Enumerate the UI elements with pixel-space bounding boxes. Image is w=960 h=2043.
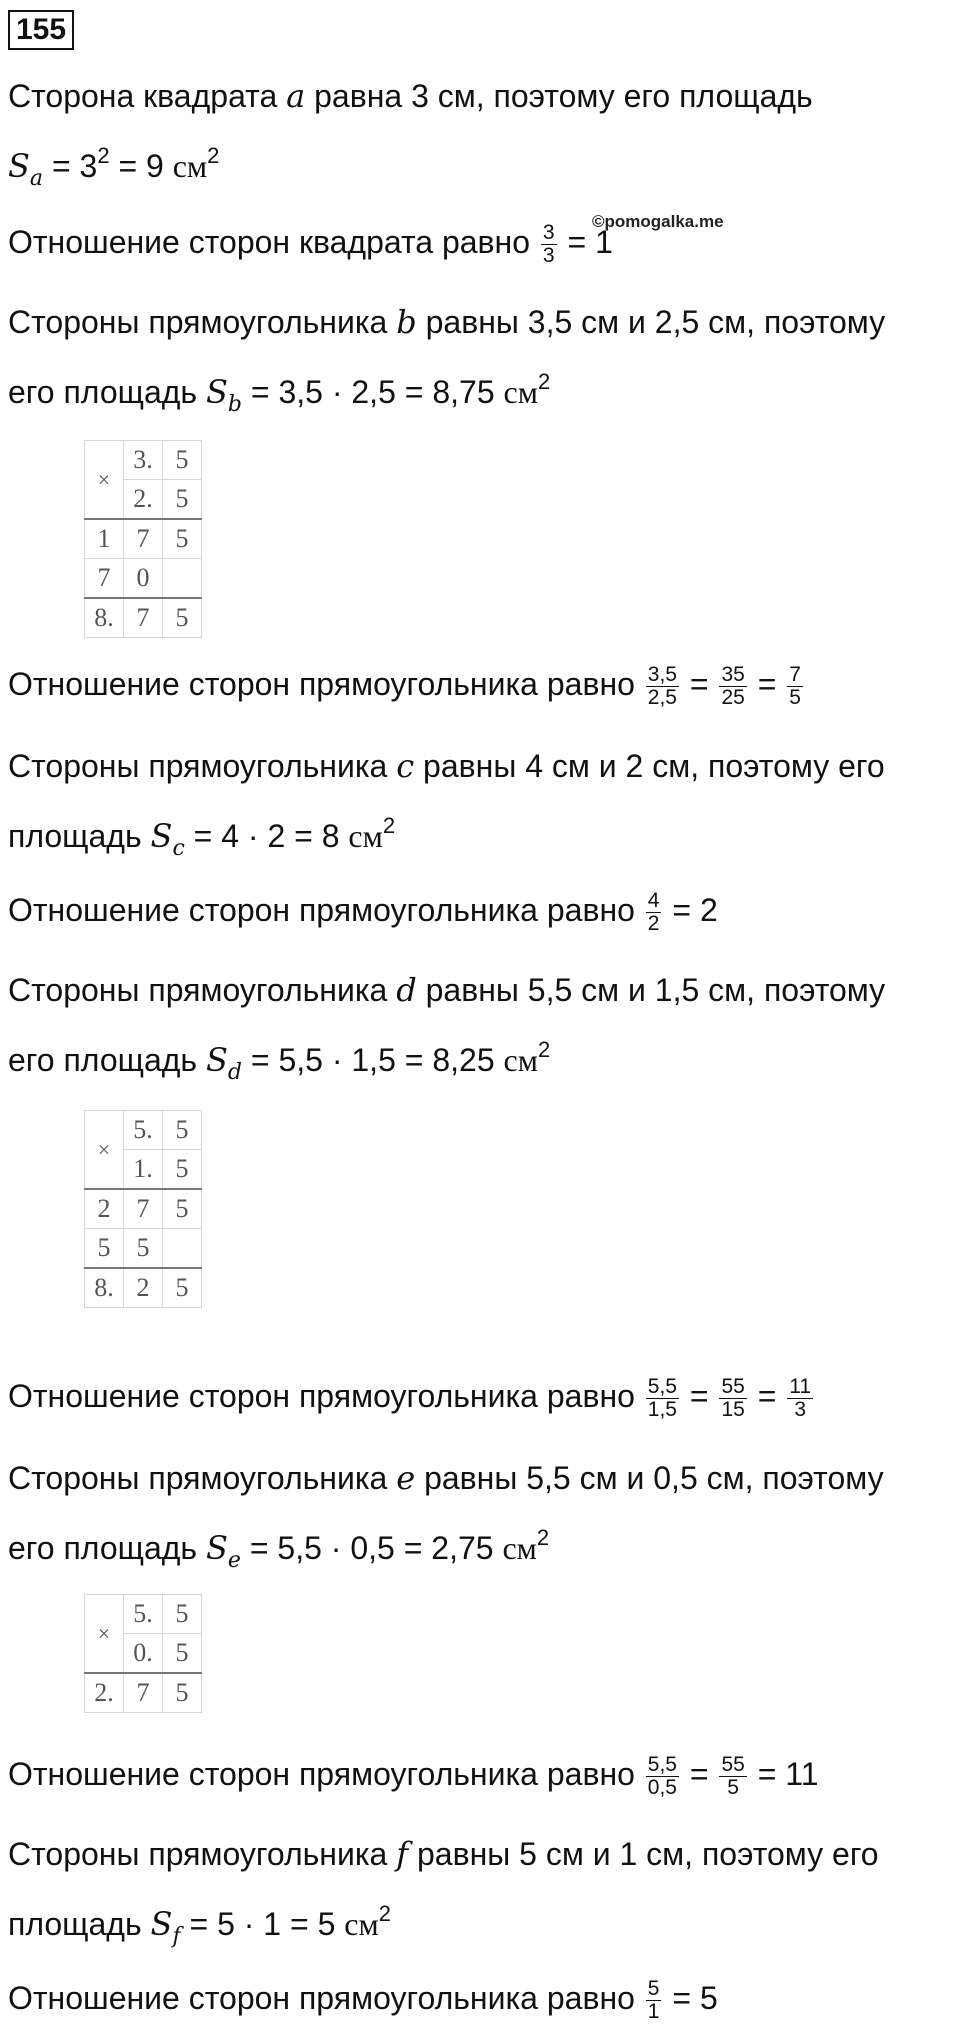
- unit: см: [503, 374, 538, 410]
- text-line-b: [8, 302, 885, 342]
- digit: 7: [124, 1673, 163, 1713]
- unit: см: [348, 818, 383, 854]
- unit: см: [172, 148, 208, 184]
- variable-e: e: [396, 1459, 416, 1497]
- digit: 5: [163, 1111, 202, 1150]
- digit: 5: [124, 1229, 163, 1269]
- digit: 2: [124, 1268, 163, 1308]
- numerator: 55: [721, 1753, 745, 1777]
- fraction: [646, 664, 679, 709]
- digit: [163, 559, 202, 599]
- fraction: [719, 1376, 746, 1421]
- text: площадь: [8, 1906, 142, 1942]
- denominator: 5: [727, 1776, 739, 1800]
- text: Отношение сторон прямоугольника равно: [8, 1756, 635, 1792]
- text: = 11: [757, 1756, 819, 1792]
- denominator: 3: [794, 1398, 807, 1422]
- variable-c: c: [396, 747, 415, 785]
- exponent: 2: [207, 143, 220, 168]
- text-line-1: [8, 76, 813, 116]
- fraction: [646, 1376, 679, 1421]
- denominator: 1,5: [647, 1398, 677, 1422]
- digit: 7: [124, 519, 163, 559]
- denominator: 3: [542, 244, 555, 268]
- denominator: 1: [647, 2000, 660, 2024]
- ratio-line-square: [8, 222, 613, 267]
- fraction: [646, 1754, 679, 1799]
- unit: см: [503, 1042, 538, 1078]
- text: = 2: [672, 892, 718, 928]
- area-symbol: S: [150, 1905, 173, 1943]
- ratio-line-e: [8, 1754, 819, 1799]
- digit: 5: [163, 1189, 202, 1229]
- exponent: 2: [537, 1037, 551, 1062]
- text: равны 3,5 см и 2,5 см, поэтому: [425, 304, 886, 340]
- digit: 5: [163, 1150, 202, 1190]
- denominator: 5: [789, 686, 801, 710]
- digit: 8.: [85, 598, 124, 638]
- digit: 3.: [124, 441, 163, 480]
- text-line-c: [8, 746, 885, 786]
- digit: 5.: [124, 1111, 163, 1150]
- area-symbol: S: [8, 147, 30, 185]
- multiplication-table-e: [84, 1594, 202, 1713]
- text: = 5,5 · 0,5 = 2,75: [240, 1530, 503, 1566]
- digit: 1: [85, 519, 124, 559]
- text: Отношение сторон прямоугольника равно: [8, 1378, 635, 1414]
- ratio-line-d: [8, 1376, 815, 1421]
- area-subscript: b: [227, 392, 242, 417]
- area-symbol: S: [205, 373, 228, 411]
- ratio-line-f: [8, 1978, 718, 2023]
- variable-d: d: [396, 971, 417, 1009]
- text: равны 5,5 см и 0,5 см, поэтому: [424, 1460, 884, 1496]
- digit: 7: [85, 559, 124, 599]
- digit: 5: [85, 1229, 124, 1269]
- numerator: 5,5: [647, 1753, 677, 1777]
- equals: =: [689, 666, 709, 702]
- digit: 2.: [85, 1673, 124, 1713]
- digit: [163, 1229, 202, 1269]
- text: Отношение сторон квадрата равно: [8, 224, 531, 260]
- ratio-line-b: [8, 664, 805, 709]
- formula-area-b: [8, 369, 551, 417]
- unit: см: [344, 1906, 379, 1942]
- digit: 7: [124, 598, 163, 638]
- digit: 5: [163, 598, 202, 638]
- text: = 5 · 1 = 5: [180, 1906, 345, 1942]
- fraction: [541, 222, 557, 267]
- fraction: [646, 890, 662, 935]
- text: Стороны прямоугольника: [8, 304, 388, 340]
- area-subscript: d: [227, 1060, 242, 1085]
- exponent: 2: [536, 1525, 550, 1550]
- text: = 3: [43, 148, 98, 184]
- equals: =: [689, 1378, 709, 1414]
- text: равна 3 см, поэтому его площадь: [314, 78, 813, 114]
- numerator: 5,5: [647, 1375, 677, 1399]
- text: = 5: [672, 1980, 718, 2016]
- multiply-sign: ×: [85, 441, 124, 520]
- fraction: [719, 664, 746, 709]
- digit: 8.: [85, 1268, 124, 1308]
- numerator: 35: [721, 663, 745, 687]
- area-subscript: f: [172, 1924, 181, 1949]
- text: его площадь: [8, 1042, 198, 1078]
- exponent: 2: [382, 813, 396, 838]
- numerator: 5: [647, 1977, 660, 2001]
- digit: 5: [163, 441, 202, 480]
- ratio-line-c: [8, 890, 718, 935]
- text: Сторона квадрата: [8, 78, 278, 114]
- digit: 1.: [124, 1150, 163, 1190]
- numerator: 3: [542, 221, 555, 245]
- numerator: 3,5: [647, 663, 677, 687]
- digit: 5: [163, 1268, 202, 1308]
- text: Отношение сторон прямоугольника равно: [8, 666, 635, 702]
- area-symbol: S: [150, 817, 173, 855]
- area-subscript: c: [172, 836, 185, 861]
- text: его площадь: [8, 1530, 198, 1566]
- area-subscript: e: [227, 1548, 241, 1573]
- numerator: 55: [721, 1375, 745, 1399]
- text: Стороны прямоугольника: [8, 1460, 388, 1496]
- digit: 5: [163, 519, 202, 559]
- digit: 5: [163, 480, 202, 520]
- text: Отношение сторон прямоугольника равно: [8, 1980, 635, 2016]
- formula-area-e: [8, 1525, 550, 1573]
- watermark: ©pomogalka.me: [592, 212, 724, 231]
- fraction: [646, 1978, 662, 2023]
- formula-area-a: [8, 143, 220, 191]
- variable-f: f: [396, 1835, 409, 1873]
- text: = 3,5 · 2,5 = 8,75: [241, 374, 504, 410]
- denominator: 15: [721, 1398, 745, 1422]
- digit: 5: [163, 1595, 202, 1634]
- variable-b: b: [396, 303, 417, 341]
- area-symbol: S: [205, 1529, 228, 1567]
- text: равны 4 см и 2 см, поэтому его: [423, 748, 885, 784]
- text: равны 5,5 см и 1,5 см, поэтому: [425, 972, 886, 1008]
- fraction: [719, 1754, 746, 1799]
- text: Стороны прямоугольника: [8, 972, 388, 1008]
- multiply-sign: ×: [85, 1111, 124, 1190]
- equals: =: [689, 1756, 709, 1792]
- numerator: 7: [789, 663, 801, 687]
- area-symbol: S: [205, 1041, 228, 1079]
- fraction: [787, 1376, 813, 1421]
- text: = 5,5 · 1,5 = 8,25: [241, 1042, 504, 1078]
- digit: 7: [124, 1189, 163, 1229]
- equals: =: [757, 1378, 777, 1414]
- equals: =: [757, 666, 777, 702]
- text: Стороны прямоугольника: [8, 748, 388, 784]
- problem-number: 155: [8, 10, 74, 50]
- text: равны 5 см и 1 см, поэтому его: [416, 1836, 879, 1872]
- unit: см: [502, 1530, 537, 1566]
- formula-area-c: [8, 813, 396, 861]
- variable-a: a: [286, 77, 306, 115]
- text: его площадь: [8, 374, 198, 410]
- text: = 9: [109, 148, 173, 184]
- exponent: 2: [97, 143, 110, 168]
- denominator: 2,5: [647, 686, 677, 710]
- text: площадь: [8, 818, 142, 854]
- digit: 2: [85, 1189, 124, 1229]
- text-line-d: [8, 970, 885, 1010]
- fraction: [787, 664, 803, 709]
- text-line-e: [8, 1458, 884, 1498]
- area-subscript: a: [29, 166, 44, 191]
- numerator: 4: [647, 889, 660, 913]
- text: = 4 · 2 = 8: [184, 818, 349, 854]
- text: = 1: [567, 224, 613, 260]
- formula-area-d: [8, 1037, 551, 1085]
- digit: 5: [163, 1673, 202, 1713]
- denominator: 0,5: [647, 1776, 677, 1800]
- numerator: 11: [789, 1375, 812, 1399]
- digit: 0: [124, 559, 163, 599]
- digit: 0.: [124, 1634, 163, 1674]
- digit: 5.: [124, 1595, 163, 1634]
- formula-area-f: [8, 1901, 391, 1949]
- multiplication-table-d: [84, 1110, 202, 1308]
- denominator: 25: [721, 686, 745, 710]
- denominator: 2: [647, 912, 660, 936]
- text: Отношение сторон прямоугольника равно: [8, 892, 635, 928]
- exponent: 2: [537, 369, 551, 394]
- exponent: 2: [378, 1901, 391, 1926]
- multiplication-table-b: [84, 440, 202, 638]
- digit: 2.: [124, 480, 163, 520]
- multiply-sign: ×: [85, 1595, 124, 1674]
- text-line-f: [8, 1834, 879, 1874]
- digit: 5: [163, 1634, 202, 1674]
- text: Стороны прямоугольника: [8, 1836, 388, 1872]
